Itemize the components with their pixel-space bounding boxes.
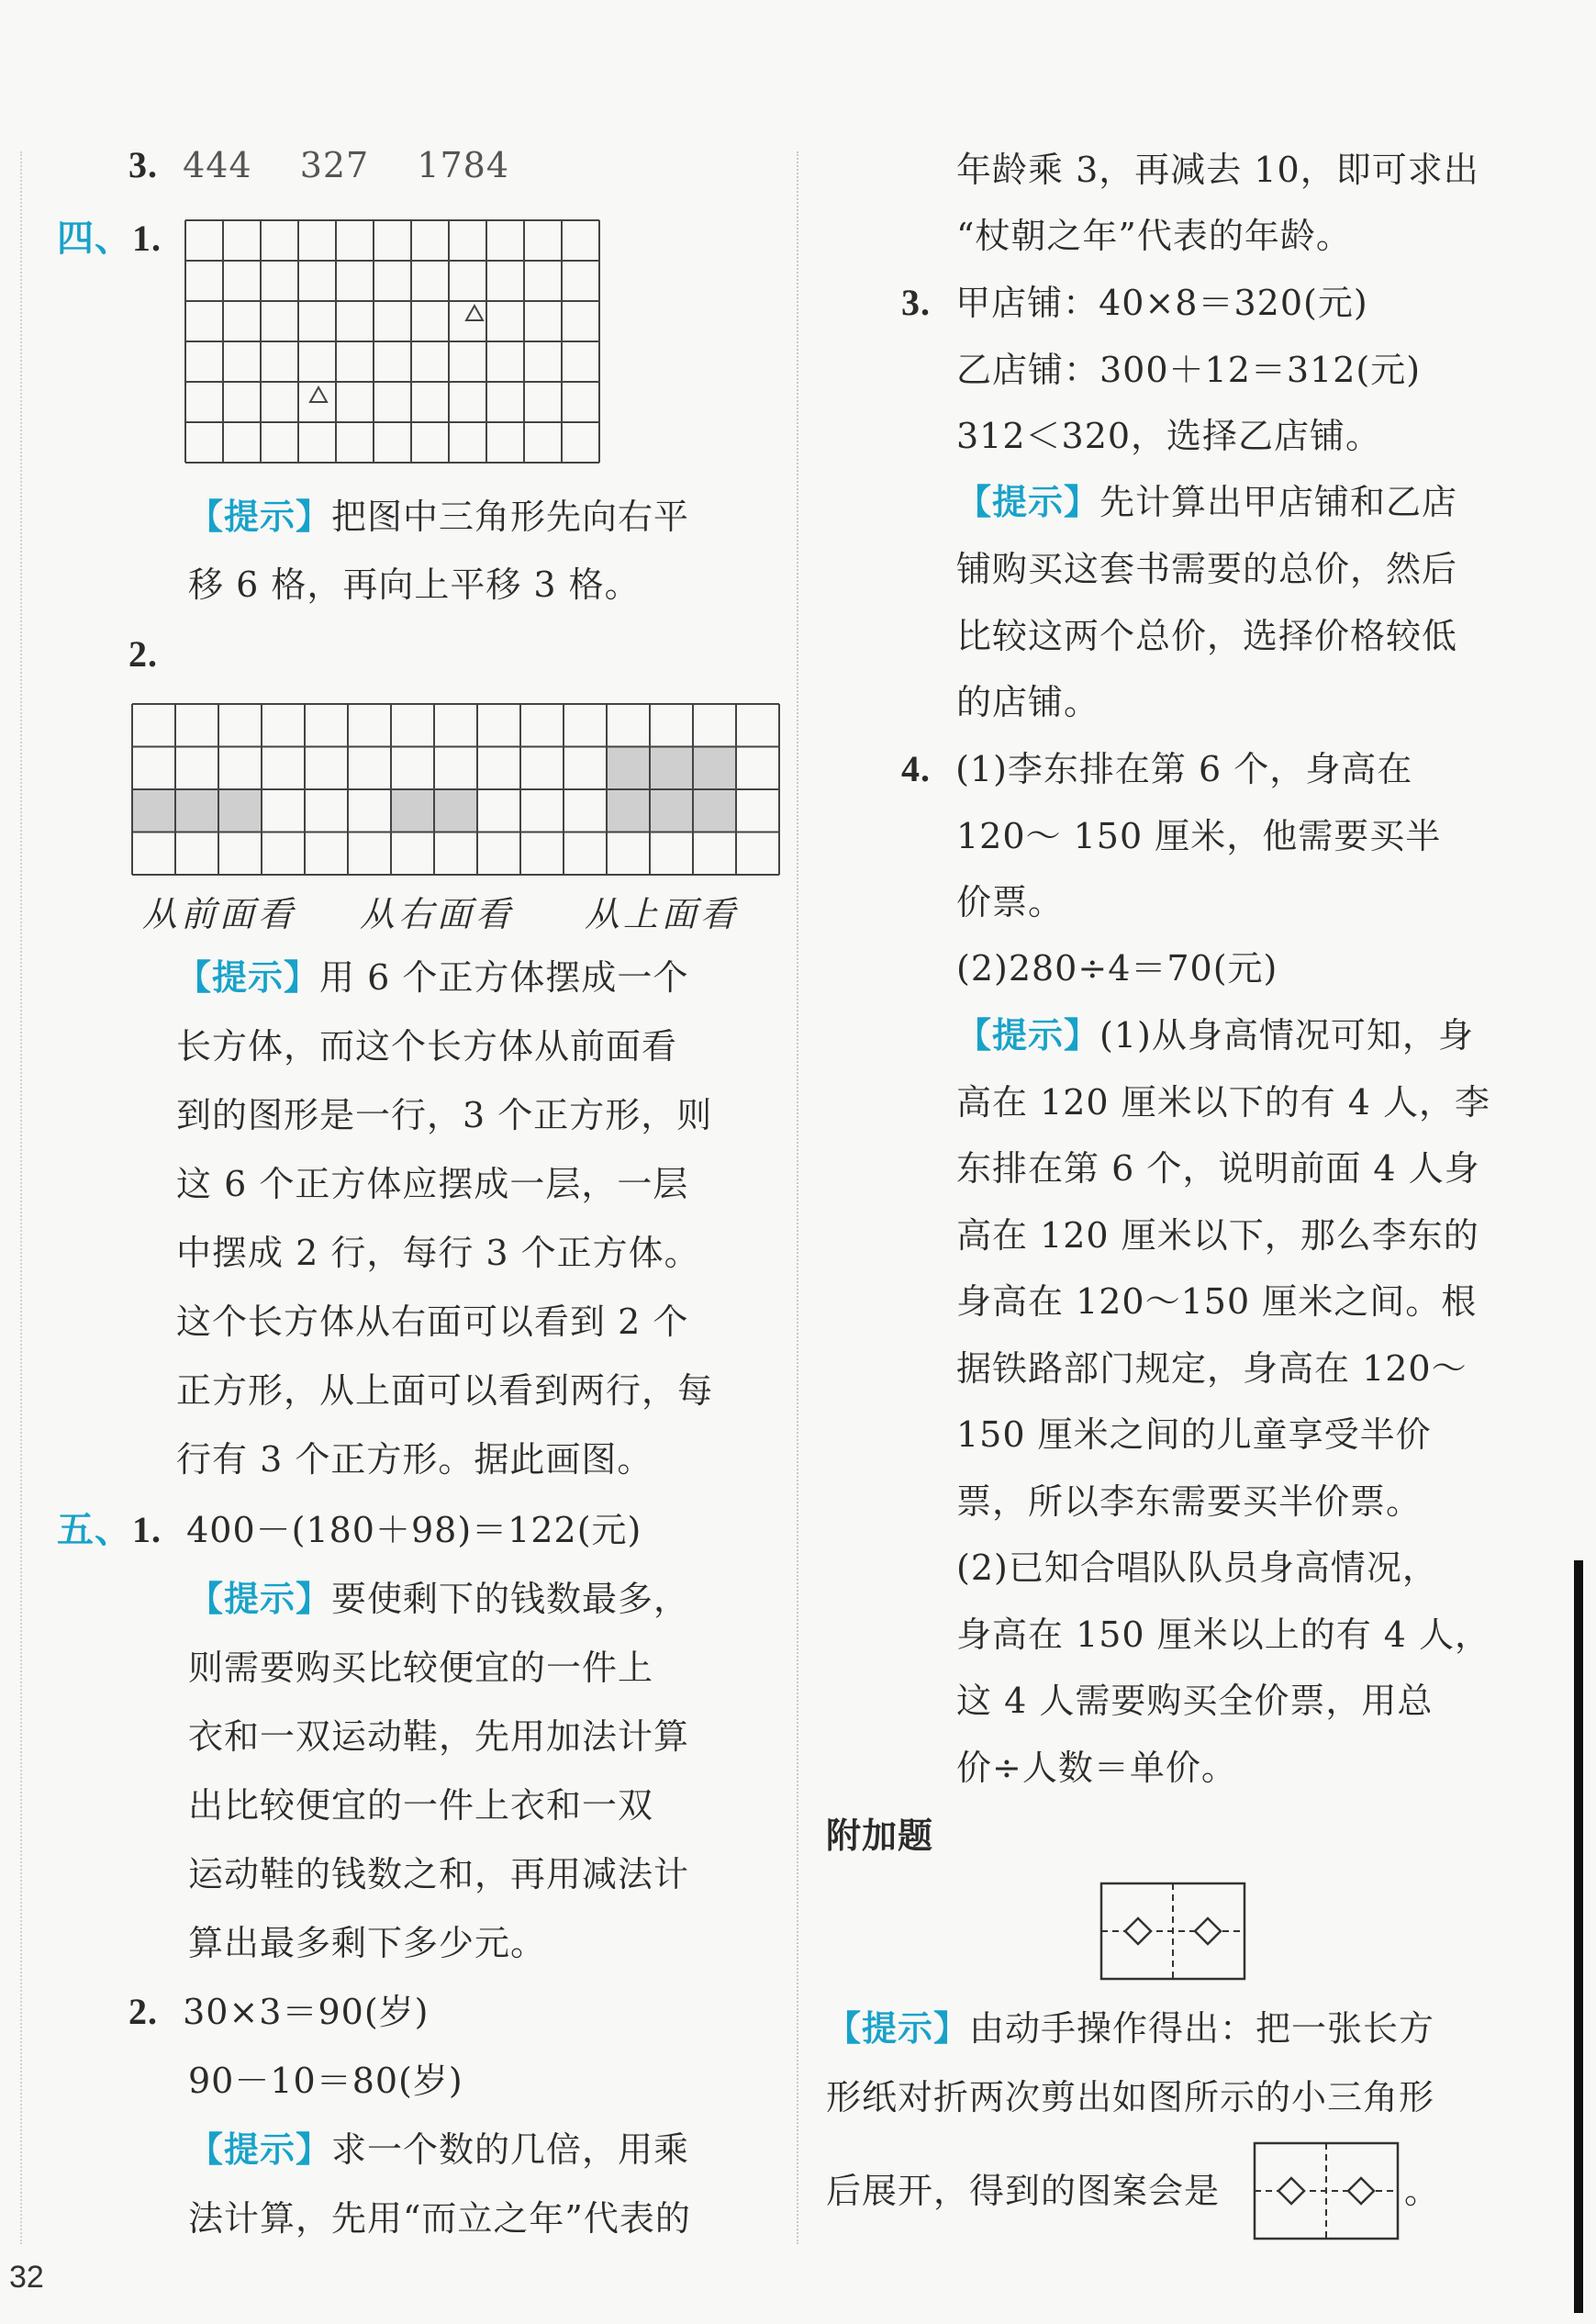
- extra-hint-l3a: 后展开，得到的图案会是: [826, 2171, 1221, 2211]
- r-q4-number: 4.: [901, 748, 931, 789]
- sec4-q2-hint-l6: 这个长方体从右面可以看到 2 个: [176, 1302, 689, 1342]
- r-q3-number: 3.: [901, 282, 931, 323]
- sec4-q1-heading: [57, 216, 162, 262]
- column-divider: [797, 151, 798, 2244]
- sec5-q1-equation: 400－(180＋98)＝122(元): [186, 1510, 642, 1550]
- r-q3-hint-l2: 铺购买这套书需要的总价，然后: [956, 549, 1458, 589]
- front-view-shade: [132, 789, 262, 832]
- sec4-q1-hint-l2: 移 6 格，再向上平移 3 格。: [188, 564, 641, 605]
- r-q4-text2: 120～ 150 厘米，他需要买半: [956, 816, 1442, 856]
- r-q4-hint-l9: (2)已知合唱队队员身高情况，: [956, 1547, 1438, 1588]
- r-q4-text1: (1)李东排在第 6 个，身高在: [955, 749, 1413, 789]
- section-4-label: 四、: [57, 217, 132, 260]
- r-q4-hint-l10: 身高在 150 厘米以上的有 4 人，: [956, 1615, 1491, 1655]
- r-q4-hint-l8: 票，所以李东需要买半价票。: [956, 1481, 1423, 1522]
- sec5-q1-hint-l3: 衣和一双运动鞋，先用加法计算: [188, 1716, 690, 1757]
- inline-pattern-figure: [1253, 2141, 1400, 2242]
- sec5-q1-hint-l6: 算出最多剩下多少元。: [188, 1923, 547, 1963]
- paper-pattern-figure: [1099, 1882, 1246, 1983]
- cont-line-1: 年龄乘 3，再减去 10，即可求出: [956, 150, 1479, 190]
- sec5-q1-hint-l5: 运动鞋的钱数之和，再用减法计: [188, 1854, 690, 1894]
- r-q4-text3: 价票。: [956, 882, 1065, 922]
- translation-grid: [184, 218, 601, 466]
- cont-line-2: “杖朝之年”代表的年龄。: [956, 216, 1352, 256]
- sec4-q2-heading: [128, 631, 158, 677]
- hint-text: 求一个数的几倍，用乘: [331, 2129, 690, 2170]
- q3-number: 3.: [128, 144, 158, 185]
- hint-label: 【提示】: [956, 481, 1100, 522]
- r-q4-hint-l2: 高在 120 厘米以下的有 4 人，李: [956, 1082, 1491, 1123]
- sec5-q2-number: 2.: [128, 1991, 158, 2032]
- page-edge-shadow: [1574, 1560, 1583, 2313]
- hint-label: 【提示】: [188, 1578, 332, 1619]
- hint-label: 【提示】: [826, 2007, 970, 2049]
- hint-label: 【提示】: [956, 1014, 1100, 1056]
- extra-hint-l1: [826, 2006, 1434, 2051]
- sec4-q2-hint-l3: 到的图形是一行，3 个正方形，则: [176, 1095, 713, 1135]
- hint-label: 【提示】: [176, 956, 320, 998]
- views-grid: [130, 702, 784, 878]
- r-q3-text2: 乙店铺：300＋12＝312(元): [956, 350, 1422, 390]
- hint-text: 把图中三角形先向右平: [331, 497, 690, 537]
- hint-label: 【提示】: [188, 2128, 332, 2170]
- r-q3-text1: 甲店铺：40×8＝320(元): [955, 283, 1368, 323]
- sec5-q2-hint-l2: 法计算，先用“而立之年”代表的: [188, 2198, 691, 2239]
- hint-label: 【提示】: [188, 496, 332, 537]
- sec4-q2-hint-l7: 正方形，从上面可以看到两行，每: [176, 1370, 714, 1411]
- sec5-q1-hint-l4: 出比较便宜的一件上衣和一双: [188, 1785, 654, 1826]
- sec5-q2-hint-l1: [188, 2127, 689, 2173]
- sec5-q1-line: [57, 1507, 642, 1553]
- r-q4-hint-l7: 150 厘米之间的儿童享受半价: [956, 1414, 1432, 1455]
- sec5-q1-hint-l1: [188, 1576, 689, 1622]
- hint-text: (1)从身高情况可知，身: [1099, 1015, 1474, 1056]
- right-view-label: 从右面看: [360, 894, 515, 934]
- sec5-q1-number: 1.: [132, 1509, 162, 1550]
- q3-line: [128, 142, 509, 188]
- sec4-q2-hint-l2: 长方体，而这个长方体从前面看: [176, 1026, 678, 1067]
- r-q4-line1: [901, 746, 1412, 792]
- r-q3-hint-l3: 比较这两个总价，选择价格较低: [956, 616, 1458, 656]
- r-q4-hint-l11: 这 4 人需要购买全价票，用总: [956, 1681, 1434, 1721]
- hint-text: 由动手操作得出：把一张长方: [969, 2008, 1435, 2049]
- r-q4-hint-l5: 身高在 120～150 厘米之间。根: [956, 1281, 1478, 1322]
- r-q3-line1: [901, 280, 1368, 326]
- sec4-q1-hint-l1: [188, 494, 689, 540]
- hint-text: 用 6 个正方体摆成一个: [319, 957, 689, 998]
- sec4-q1-number: 1.: [132, 218, 162, 259]
- front-view-label: 从前面看: [142, 894, 297, 934]
- sec4-q2-hint-l4: 这 6 个正方体应摆成一层，一层: [176, 1164, 689, 1204]
- sec4-q2-hint-l1: [176, 955, 688, 1000]
- section-5-label: 五、: [57, 1508, 132, 1551]
- r-q4-hint-l3: 东排在第 6 个，说明前面 4 人身: [956, 1148, 1480, 1189]
- q3-values: 444 327 1784: [183, 145, 510, 185]
- hint-text: 先计算出甲店铺和乙店: [1099, 482, 1458, 522]
- r-q4-hint-l6: 据铁路部门规定，身高在 120～: [956, 1348, 1468, 1389]
- sec5-q2-line1: [128, 1989, 429, 2035]
- sec4-q2-hint-l8: 行有 3 个正方形。据此画图。: [176, 1439, 653, 1480]
- margin-rule: [20, 151, 22, 2244]
- sec5-q2-eq2: 90－10＝80(岁): [188, 2061, 463, 2101]
- extra-hint-l3: [826, 2168, 1220, 2214]
- r-q3-hint-l1: [956, 479, 1457, 525]
- triangle-original: [310, 387, 327, 402]
- r-q4-hint-l1: [956, 1012, 1474, 1058]
- r-q4-hint-l12: 价÷人数＝单价。: [956, 1748, 1237, 1788]
- sec5-q1-hint-l2: 则需要购买比较便宜的一件上: [188, 1648, 654, 1688]
- sec4-q2-number: 2.: [128, 633, 158, 675]
- page-number: 32: [9, 2260, 44, 2295]
- r-q3-hint-l4: 的店铺。: [956, 682, 1100, 722]
- hint-text: 要使剩下的钱数最多，: [331, 1579, 690, 1619]
- extra-title: 附加题: [826, 1816, 934, 1856]
- triangle-moved: [466, 306, 483, 320]
- sec5-q2-eq1: 30×3＝90(岁): [183, 1992, 430, 2032]
- top-view-label: 从上面看: [585, 894, 740, 934]
- r-q4-text4: (2)280÷4＝70(元): [956, 948, 1278, 989]
- extra-hint-l3-end: 。: [1404, 2171, 1441, 2211]
- r-q4-hint-l4: 高在 120 厘米以下，那么李东的: [956, 1215, 1479, 1256]
- r-q3-text3: 312＜320，选择乙店铺。: [956, 416, 1382, 456]
- extra-hint-l2: 形纸对折两次剪出如图所示的小三角形: [826, 2077, 1435, 2117]
- sec4-q2-hint-l5: 中摆成 2 行，每行 3 个正方体。: [176, 1233, 700, 1273]
